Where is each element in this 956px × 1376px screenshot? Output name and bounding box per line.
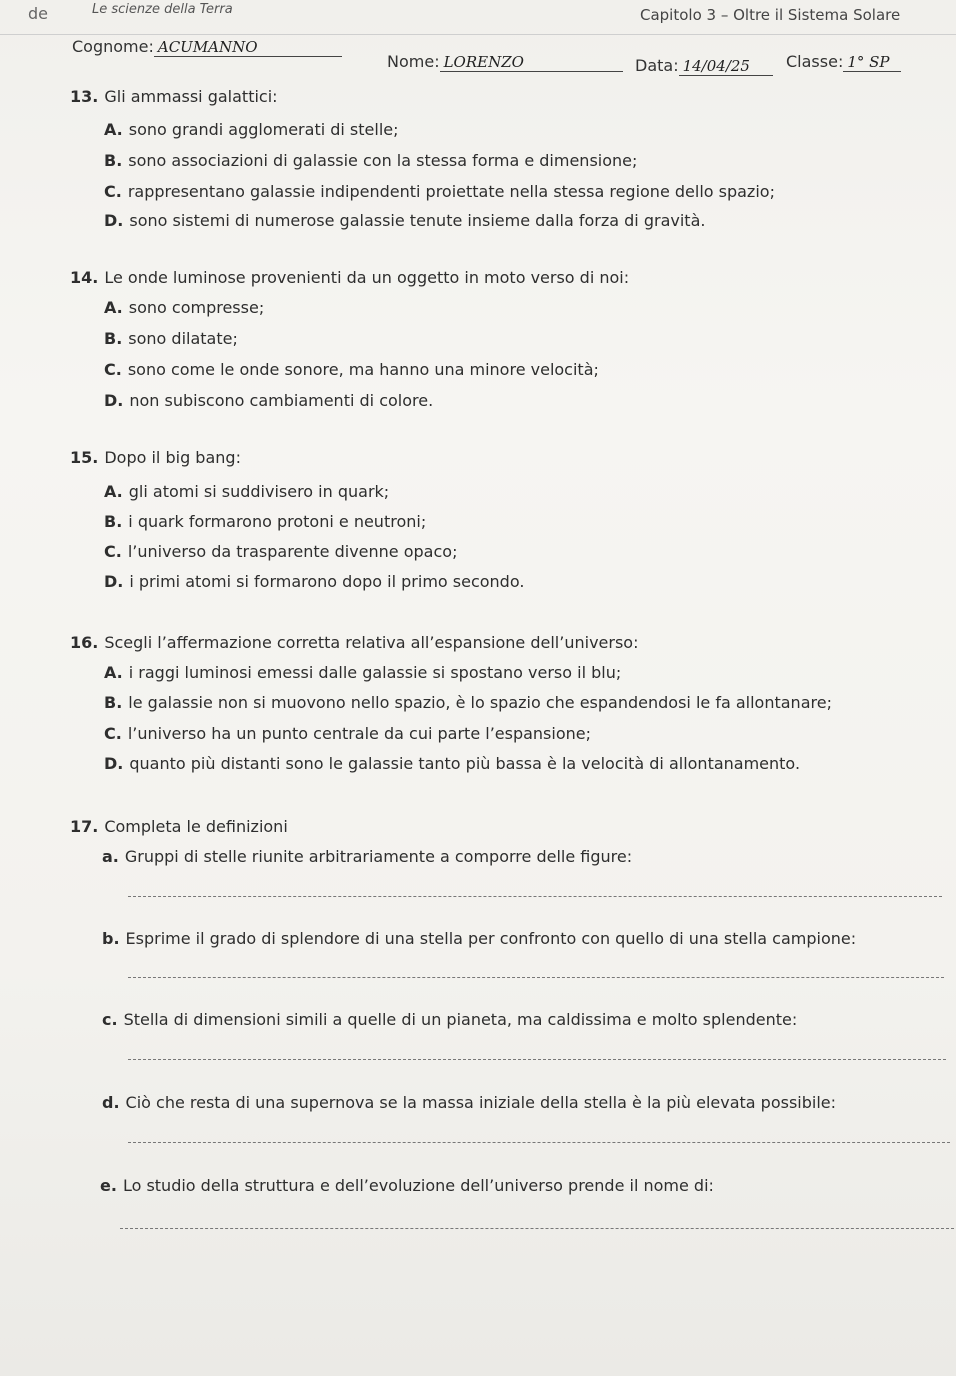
data-label: Data: bbox=[635, 56, 679, 75]
question-text: Gli ammassi galattici: bbox=[104, 87, 278, 106]
definition-17-d bbox=[102, 1093, 836, 1112]
option-text: quanto più distanti sono le galassie tanto più bassa è la velocità di allontanamento. bbox=[129, 754, 801, 773]
question-15 bbox=[70, 448, 241, 467]
option-letter: A. bbox=[104, 482, 123, 501]
question-text: Completa le definizioni bbox=[104, 817, 288, 836]
classe-field bbox=[786, 52, 901, 72]
subitem-text: Lo studio della struttura e dell’evoluzione dell’universo prende il nome di: bbox=[122, 1176, 714, 1195]
question-number: 15. bbox=[70, 448, 99, 467]
answer-line-b[interactable] bbox=[128, 977, 944, 978]
question-number: 17. bbox=[70, 817, 99, 836]
option-15-c bbox=[104, 542, 457, 561]
option-letter: C. bbox=[104, 724, 122, 743]
subitem-letter: b. bbox=[102, 929, 120, 948]
definition-17-e bbox=[100, 1176, 714, 1195]
subitem-text: Stella di dimensioni simili a quelle di un pianeta, ma caldissima e molto splendente: bbox=[123, 1010, 798, 1029]
question-number: 13. bbox=[70, 87, 99, 106]
option-text: sono compresse; bbox=[128, 298, 265, 317]
question-17 bbox=[70, 817, 288, 836]
option-letter: C. bbox=[104, 360, 122, 379]
option-text: i quark formarono protoni e neutroni; bbox=[128, 512, 427, 531]
option-text: l’universo ha un punto centrale da cui parte l’espansione; bbox=[127, 724, 591, 743]
option-15-a bbox=[104, 482, 389, 501]
option-text: le galassie non si muovono nello spazio, è lo spazio che espandendosi le fa allontanare; bbox=[128, 693, 832, 712]
option-text: l’universo da trasparente divenne opaco; bbox=[127, 542, 458, 561]
answer-line-d[interactable] bbox=[128, 1142, 950, 1143]
option-letter: A. bbox=[104, 120, 123, 139]
option-text: sono come le onde sonore, ma hanno una minore velocità; bbox=[127, 360, 599, 379]
option-16-c bbox=[104, 724, 591, 743]
option-letter: A. bbox=[104, 298, 123, 317]
question-text: Le onde luminose provenienti da un oggetto in moto verso di noi: bbox=[104, 268, 630, 287]
option-text: i raggi luminosi emessi dalle galassie si spostano verso il blu; bbox=[128, 663, 622, 682]
cognome-field bbox=[72, 37, 342, 57]
definition-17-c bbox=[102, 1010, 797, 1029]
option-text: sono sistemi di numerose galassie tenute insieme dalla forza di gravità. bbox=[129, 211, 706, 230]
option-16-d bbox=[104, 754, 800, 773]
option-15-d bbox=[104, 572, 524, 591]
header-divider bbox=[0, 34, 956, 35]
question-text: Scegli l’affermazione corretta relativa all’espansione dell’universo: bbox=[104, 633, 639, 652]
option-16-a bbox=[104, 663, 621, 682]
classe-value[interactable]: 1° SP bbox=[843, 53, 901, 72]
option-text: rappresentano galassie indipendenti proiettate nella stessa regione dello spazio; bbox=[127, 182, 775, 201]
option-text: sono associazioni di galassie con la stessa forma e dimensione; bbox=[128, 151, 638, 170]
classe-label: Classe: bbox=[786, 52, 844, 71]
option-text: sono dilatate; bbox=[128, 329, 238, 348]
option-13-c bbox=[104, 182, 775, 201]
option-letter: B. bbox=[104, 151, 123, 170]
question-14 bbox=[70, 268, 629, 287]
handwritten-mark: de bbox=[28, 4, 48, 23]
nome-field bbox=[387, 52, 623, 72]
definition-17-a bbox=[102, 847, 632, 866]
data-value[interactable]: 14/04/25 bbox=[679, 57, 773, 76]
subitem-text: Ciò che resta di una supernova se la massa iniziale della stella è la più elevata possibile: bbox=[125, 1093, 837, 1112]
option-15-b bbox=[104, 512, 426, 531]
subitem-letter: a. bbox=[102, 847, 119, 866]
option-letter: A. bbox=[104, 663, 123, 682]
answer-line-c[interactable] bbox=[128, 1059, 946, 1060]
book-title: Le scienze della Terra bbox=[92, 2, 233, 17]
option-text: non subiscono cambiamenti di colore. bbox=[129, 391, 434, 410]
question-13 bbox=[70, 87, 278, 106]
subitem-text: Esprime il grado di splendore di una stella per confronto con quello di una stella campione: bbox=[125, 929, 857, 948]
option-letter: D. bbox=[104, 572, 124, 591]
question-number: 16. bbox=[70, 633, 99, 652]
option-16-b bbox=[104, 693, 832, 712]
option-14-c bbox=[104, 360, 599, 379]
subitem-letter: e. bbox=[100, 1176, 117, 1195]
option-letter: B. bbox=[104, 512, 123, 531]
subitem-letter: c. bbox=[102, 1010, 118, 1029]
option-letter: C. bbox=[104, 182, 122, 201]
cognome-label: Cognome: bbox=[72, 37, 154, 56]
answer-line-a[interactable] bbox=[128, 896, 942, 897]
option-letter: D. bbox=[104, 211, 124, 230]
option-text: gli atomi si suddivisero in quark; bbox=[128, 482, 390, 501]
option-letter: B. bbox=[104, 329, 123, 348]
nome-value[interactable]: LORENZO bbox=[440, 53, 623, 72]
option-text: sono grandi agglomerati di stelle; bbox=[128, 120, 399, 139]
option-14-a bbox=[104, 298, 264, 317]
option-13-a bbox=[104, 120, 399, 139]
option-letter: D. bbox=[104, 754, 124, 773]
option-14-b bbox=[104, 329, 238, 348]
cognome-value[interactable]: ACUMANNO bbox=[154, 38, 342, 57]
subitem-letter: d. bbox=[102, 1093, 120, 1112]
question-16 bbox=[70, 633, 638, 652]
question-number: 14. bbox=[70, 268, 99, 287]
option-13-b bbox=[104, 151, 637, 170]
option-13-d bbox=[104, 211, 705, 230]
option-letter: C. bbox=[104, 542, 122, 561]
option-letter: D. bbox=[104, 391, 124, 410]
question-text: Dopo il big bang: bbox=[104, 448, 241, 467]
option-text: i primi atomi si formarono dopo il primo secondo. bbox=[129, 572, 525, 591]
data-field bbox=[635, 56, 773, 76]
option-14-d bbox=[104, 391, 433, 410]
option-letter: B. bbox=[104, 693, 123, 712]
answer-line-e[interactable] bbox=[120, 1228, 954, 1229]
definition-17-b bbox=[102, 929, 856, 948]
subitem-text: Gruppi di stelle riunite arbitrariamente a comporre delle figure: bbox=[124, 847, 633, 866]
nome-label: Nome: bbox=[387, 52, 440, 71]
chapter-title: Capitolo 3 – Oltre il Sistema Solare bbox=[640, 6, 901, 24]
